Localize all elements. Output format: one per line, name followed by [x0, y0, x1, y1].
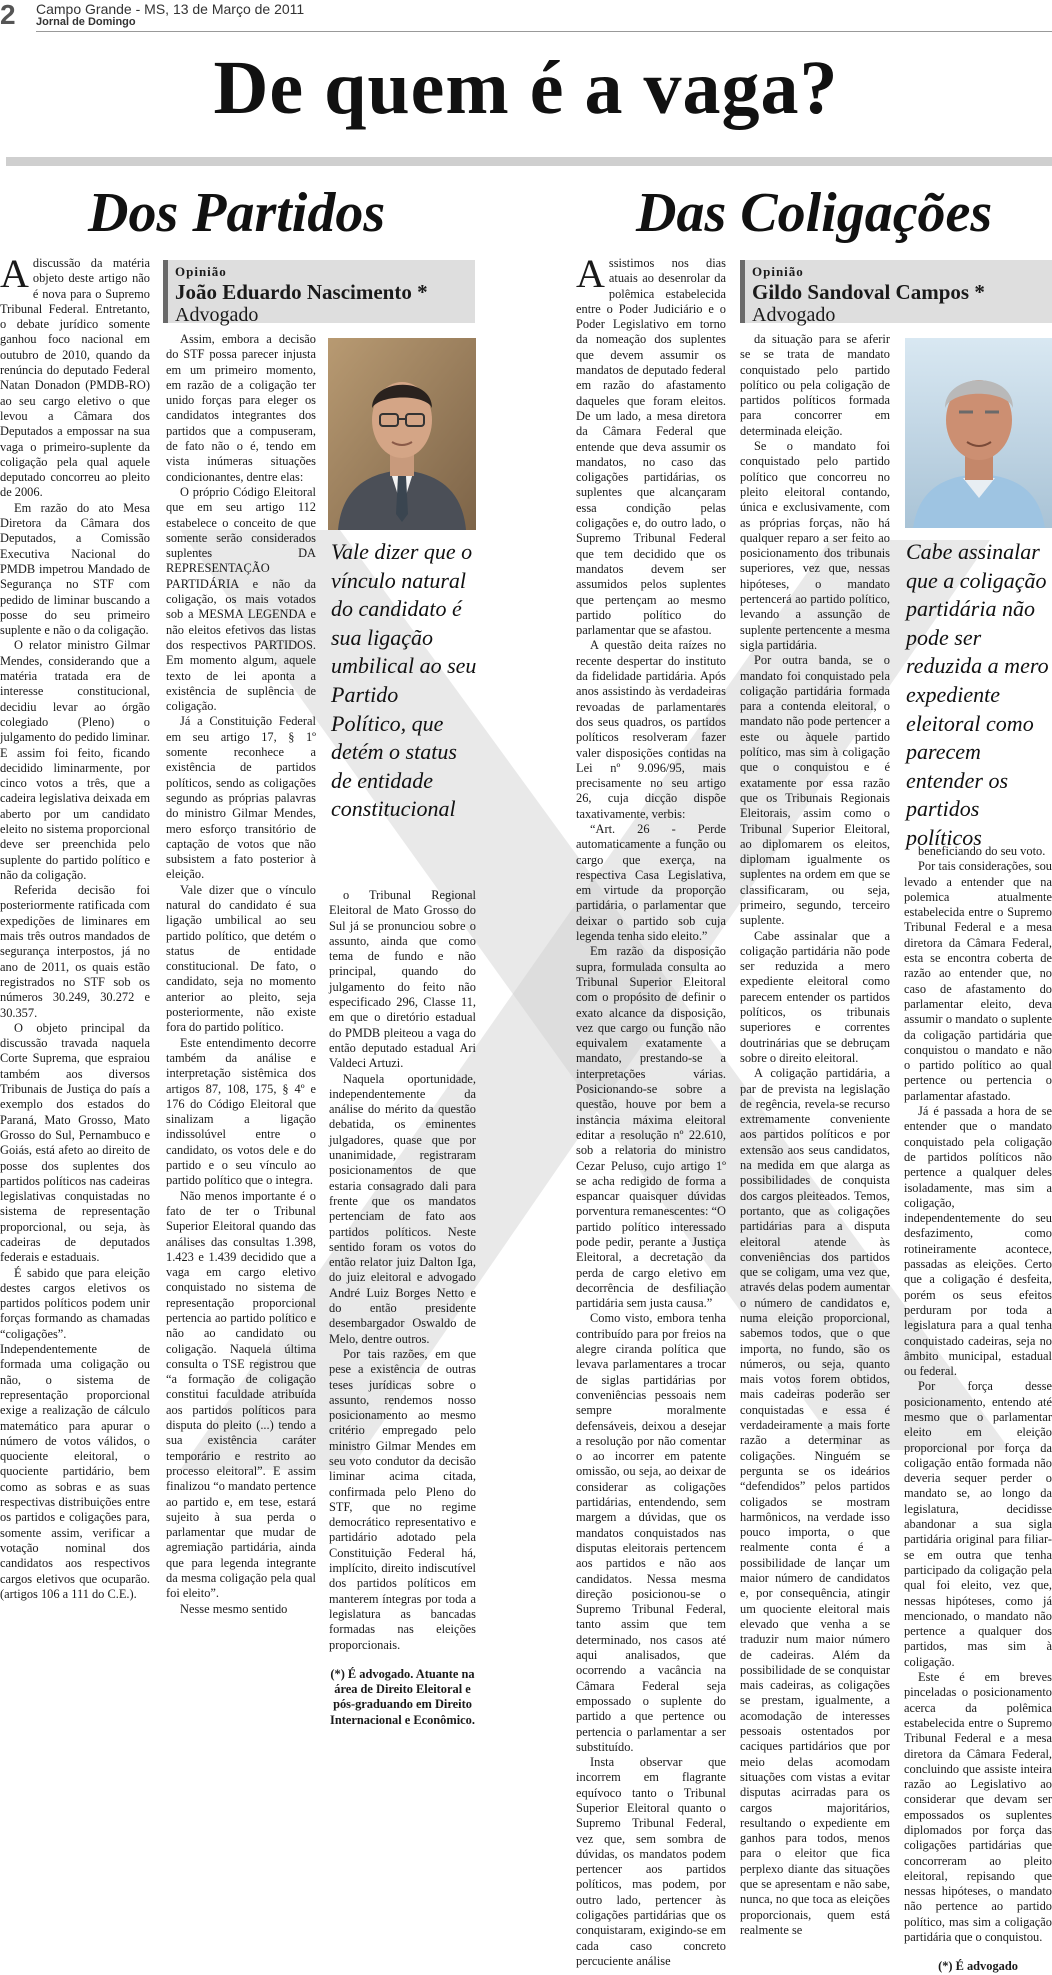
paragraph: Naquela oportunidade, independentemente da análise do mérito da questão debatida, os eminentes julgadores, quase que por unanimidade, registraram posicionamentos de que estaria consagrado dali para frente que os mandatos pertenciam de fato aos partidos políticos. Neste sentido foram os votos do então relator juiz Dalton Iga, do juiz eleitoral e advogado André Luiz Borges Netto e do então presidente desembargador Oswaldo de Melo, dentre outros. — [329, 1071, 476, 1346]
headline-divider — [6, 157, 1052, 166]
paragraph-text: ssistimos nos dias atuais ao desenrolar da polêmica estabelecida entre o Poder Judiciário e o Poder Legislativo em torno da nomeação dos suplentes que devem assumir os mandatos de deputado federal em razão do afastamento daqueles que foram eleitos. De um lado, a mesa diretora da Câmara Federal que entende que deva assumir os mandatos, no caso das coligações partidárias, os suplentes que alcançaram essa condição pelas coligações e, do outro lado, o Supremo Tribunal Federal que tem decidido que os mandatos devem ser assumidos pelos suplentes que pertençam ao mesmo partido político do parlamentar que se afastou. — [576, 256, 726, 638]
paragraph: Já é passada a hora de se entender que o mandato conquistado pela coligação de partidos políticos não pertence a qualquer deles isoladamente, mas sim a coligação, independentemente do seu desfazimento, como rotineiramente acontece, passadas as eleições. Certo que a coligação é desfeita, porém os seus efeitos perduram por toda a legislatura para a qual tenha conquistado cadeiras, seja no âmbito municipal, estadual ou federal. — [904, 1104, 1052, 1379]
paragraph: Nesse mesmo sentido — [180, 1601, 288, 1616]
dateline: Campo Grande - MS, 13 de Março de 2011 — [36, 1, 305, 17]
paragraph: “Art. 26 - Perde automaticamente a função ou cargo que exerça, na respectiva Casa Legislativa, em virtude da proporção partidária, o parlamentar que deixar o partido sob cuja legenda tenha sido eleito.” — [576, 821, 726, 944]
paragraph: O próprio Código Eleitoral que em seu artigo 112 estabelece o conceito de que somente serão considerados suplentes DA REPRESENTAÇÃO PARTIDÁRIA e não da coligação, os mais votados sob a MESMA LEGENDA e não eleitos efetivos das listas dos respectivos PARTIDOS. Em momento algum, aquele texto de lei aponta a existência de suplência de coligação. — [166, 484, 316, 714]
left-column-3 — [329, 888, 476, 1878]
right-column-3 — [904, 844, 1052, 1974]
paragraph: Vale dizer que o vínculo natural do candidato é sua ligação umbilical ao seu partido político, que detém o status de entidade constitucional. De fato, o candidato, seja no momento anterior ao pleito, seja posteriormente, não existe fora do partido político. — [166, 882, 316, 1035]
byline-kicker: Opinião — [752, 264, 804, 279]
author-photo-left — [328, 338, 476, 530]
paragraph: Em razão do ato Mesa Diretora da Câmara dos Deputados, a Comissão Executiva Nacional do PMDB impetrou Mandado de Segurança no STF com pedido de liminar buscando a posse do seu primeiro suplente e não o da coligação. — [0, 500, 150, 638]
header-rule — [36, 31, 1052, 32]
paragraph: É sabido que para eleição destes cargos eletivos os partidos políticos podem unir forças formando as chamadas “coligações”. Independentemente de formada uma coligação ou não, o sistema de representação proporcional exige a realização de cálculo matemático para apurar o número de votos válidos, o quociente eleitoral, o quociente partidário, bem como as sobras e as suas respectivas distribuições entre os partidos e coligações para, somente assim, verificar a votação nominal dos candidatos aos respectivos cargos eletivos que ocuparão. (artigos 106 a 111 do C.E.). — [0, 1265, 150, 1601]
portrait-icon — [328, 338, 476, 530]
paragraph: da situação para se aferir se se trata de mandato conquistado pelo partido político ou pela coligação de partidos políticos formada para concorrer em determinada eleição. — [740, 332, 890, 438]
paragraph: o Tribunal Regional Eleitoral de Mato Grosso do Sul já se pronunciou sobre o assunto, ainda que como tema de fundo e não principal, quando do julgamento do feito não especificado 296, Classe 11, em que o diretório estadual do PMDB pleiteou a vaga do então deputado estadual Ari Valdeci Artuzi. — [329, 888, 476, 1071]
paragraph: A coligação partidária, a par de prevista na legislação de regência, revela-se recurso extremamente conveniente aos partidos políticos e por extensão aos seus candidatos, na medida em que alarga as possibilidades de conquista dos cargos pleiteados. Temos, portanto, que as coligações partidárias para a disputa eleitoral atende às conveniências dos partidos que se coligam, uma vez que, através delas podem aumentar o número de candidatos e, numa eleição proporcional, sabemos todos, que o que importa, no fundo, são os números, ou seja, quanto mais votos forem obtidos, mais cadeiras poderão ser conquistadas e essa é verdadeiramente a mais forte razão a determinar as coligações. Ninguém se pergunta se os ideários “defendidos” pelos partidos coligados se mostram harmônicos, na verdade isso pouco importa, o que realmente conta é a possibilidade de lançar um maior número de candidatos e, por consequência, atingir um quociente eleitoral mais elevado que venha a se traduzir num maior número de cadeiras. Além da possibilidade de se conquistar mais cadeiras, as coligações se prestam, igualmente, a acomodação de interesses pessoais ostentados por caciques partidários que por meio delas acomodam situações com vistas a evitar disputas acirradas para os cargos majoritários, resultando o expediente em ganhos para todos, menos para o eleitor que fica perplexo diante das situações que se apresentam e não sabe, nunca, no que toca as eleições proporcionais, quem está realmente se — [740, 1066, 890, 1937]
paragraph: Não menos importante é o fato de ter o Tribunal Superior Eleitoral quando das análises das consultas 1.398, 1.423 e 1.439 decidido que a vaga em cargo eletivo conquistado no sistema de representação proporcional pertencia ao partido político e não ao candidato ou coligação. Naquela última consulta o TSE registrou que “a formação de coligação constitui faculdade atribuída aos partidos políticos para disputa do pleito (...) tendo a sua existência caráter temporário e restrito ao processo eleitoral”. E assim finalizou “o mandato pertence ao partido e, em tese, estará sujeito à sua perda o parlamentar que mudar de agremiação partidária, ainda que para legenda integrante da mesma coligação pela qual foi eleito”. — [166, 1188, 316, 1601]
paragraph: Por tais considerações, sou levado a entender que na polemica atualmente estabelecida entre o Supremo Tribunal Federal e a mesa diretora da Câmara Federal, esta se encontra coberta de razão ao entender que, no caso de afastamento do parlamentar eleito, deva assumir o mandato o suplente da coligação partidária que conquistou o mandato e não o partido político ao qual pertence ou pertencia o parlamentar afastado. — [904, 859, 1052, 1103]
page-headline: De quem é a vaga? — [213, 46, 839, 130]
left-column-2 — [166, 332, 316, 1878]
paragraph: Este entendimento decorre também da análise e interpretação sistêmica dos artigos 87, 108, 175, § 4º e 176 do Código Eleitoral que sinalizam a ligação indissolúvel entre o candidato, os votos dele e do partido e o seu vínculo ao partido político que o integra. — [166, 1035, 316, 1188]
paragraph: Insta observar que incorrem em flagrante equívoco tanto o Tribunal Superior Eleitoral quanto o Supremo Tribunal Federal, vez que, sem sombra de dúvidas, os mandatos podem pertencer aos partidos políticos, mas podem, por outro lado, pertencer às coligações partidárias que os conquistaram, exigindo-se em cada caso concreto percuciente análise — [576, 1755, 726, 1968]
paragraph: Por outra banda, se o mandato foi conquistado pela coligação partidária formada para a contenda eleitoral, o mandato não pode pertencer a este ou àquele partido político, mas sim à coligação que o conquistou e é exatamente por essa razão que os Tribunais Regionais Eleitorais, assim como o Tribunal Superior Eleitoral, ao diplomarem os eleitos, diplomam igualmente os suplentes na ordem em que se classificaram, ou seja, primeiro, segundo, terceiro suplente. — [740, 653, 890, 928]
author-footnote: (*) É advogado. Atuante na área de Direito Eleitoral e pós-graduando em Direito Internacional e Econômico. — [330, 1666, 475, 1727]
newspaper-name: Jornal de Domingo — [36, 16, 136, 28]
paragraph: Por força desse posicionamento, entendo até mesmo que o parlamentar eleito em eleição proporcional por força da coligação então formada não deveria sequer perder o mandato se, ao longo da legislatura, decidisse abandonar a sua sigla partidária original para filiar-se em outra que tenha participado da coligação pela qual foi eleito, vez que, nessas hipóteses, como já mencionado, o mandato não pertence a qualquer dos partidos, mas sim à coligação. — [904, 1379, 1052, 1669]
drop-cap: A — [576, 251, 605, 296]
byline-left — [163, 260, 475, 326]
paragraph: Este é em breves pinceladas o posicionamento acerca da polêmica estabelecida entre o Supremo Tribunal Federal e a mesa diretora da Câmara Federal, concluindo que assiste inteira razão ao Legislativo ao considerar que devam ser empossados os suplentes diplomados por força das coligações partidárias que concorreram ao pleito eleitoral, repisando que nessas hipóteses, o mandato não pertence ao partido político, mas sim a coligação partidária que o conquistou. — [904, 1670, 1052, 1945]
byline-accent — [163, 260, 168, 323]
paragraph: Se o mandato foi conquistado pelo partido político que concorreu no pleito eleitoral contando, única e exclusivamente, com as próprias forças, não há qualquer reparo a ser feito ao posicionamento dos tribunais superiores, vez que, nessas hipóteses, o mandato pertencerá ao partido político, levando a assunção de suplente pertencente a mesma sigla partidária. — [740, 439, 890, 652]
page-number: 2 — [0, 0, 16, 30]
left-column-1 — [0, 251, 150, 1876]
right-column-2 — [740, 332, 890, 1937]
byline-right — [740, 260, 1052, 326]
section-title-right: Das Coligações — [636, 182, 993, 244]
paragraph: O relator ministro Gilmar Mendes, considerando que a matéria tratada era de interesse constitucional, decidiu levar ao órgão colegiado (Pleno) o julgamento do pedido liminar. E assim foi feito, ficando decidido liminarmente, por cinco votos a três, que a cadeira legislativa deixada em aberto por um candidato eleito no sistema proporcional deve ser preenchida pelo suplente do partido político e não da coligação. — [0, 638, 150, 882]
pullquote-right: Cabe assinalar que a coligação partidária não pode ser reduzida a mero expediente eleitoral como parecem entender os partidos políticos — [906, 539, 1049, 850]
paragraph: Referida decisão foi posteriormente ratificada com expedições de liminares em mais três outros mandados de segurança interpostos, já no ano de 2011, os quais estão registrados no STF sob os números 30.249, 30.272 e 30.357. — [0, 883, 150, 1020]
author-photo-right — [905, 338, 1052, 528]
right-column-1 — [576, 251, 726, 1968]
drop-cap: A — [0, 251, 29, 296]
paragraph — [0, 251, 150, 501]
paragraph-text: discussão da matéria objeto deste artigo não é nova para o Supremo Tribunal Federal. Entretanto, o debate jurídico somente ganhou foco nacional em outubro de 2010, quando da renúncia do deputado Federal Natan Donadon (PMDB-RO) ao seu cargo eletivo o que levou a Câmara dos Deputados a empossar na sua vaga o primeiro-suplente da coligação pela qual aquele deputado concorreu ao pleito de 2006. — [0, 256, 150, 500]
byline-kicker: Opinião — [175, 264, 227, 279]
paragraph: O objeto principal da discussão travada naquela Corte Suprema, que espraiou também aos diversos Tribunais de Justiça do país a exemplo dos estados do Paraná, Mato Grosso, Mato Grosso do Sul, Pernambuco e Goiás, está afeto ao direito de posse dos suplentes dos partidos políticos nas cadeiras legislativas conquistadas no sistema de representação proporcional, ou seja, às cadeiras de deputados federais e estaduais. — [0, 1020, 150, 1265]
paragraph: Já a Constituição Federal em seu artigo 17, § 1º somente reconhece a existência de partidos políticos, sendo as coligações segundo as próprias palavras do ministro Gilmar Mendes, mero esforço transitório de captação de votos que não subsistem a fato posterior à eleição. — [166, 714, 316, 882]
author-name: João Eduardo Nascimento * — [175, 280, 428, 304]
paragraph: beneficiando do seu voto. — [918, 844, 1046, 858]
author-role: Advogado — [175, 304, 259, 326]
paragraph: Por tais razões, em que pese a existência de outras teses jurídicas sobre o assunto, rendemos nosso posicionamento ao mesmo critério empregado pelo ministro Gilmar Mendes em seu voto condutor da decisão liminar acima citada, confirmada pelo Pleno do STF, que no regime democrático representativo e partidário adotado pela Constituição Federal há, implícito, direito indiscutível dos partidos políticos em manterem íntegras por toda a legislatura as bancadas formadas nas eleições proporcionais. — [329, 1346, 476, 1652]
byline-accent — [740, 260, 745, 323]
paragraph: Cabe assinalar que a coligação partidária não pode ser reduzida a mero expediente eleitoral como parecem entender os partidos políticos, os tribunais superiores e correntes doutrinárias que se debruçam sobre o direito eleitoral. — [740, 928, 890, 1065]
paragraph: Em razão da disposição supra, formulada consulta ao Tribunal Superior Eleitoral com o propósito de definir o exato alcance da disposição, vez que cargo ou função não equivalem exatamente a mandato, prestando-se a interpretações várias. Posicionando-se sobre a questão, houve por bem a instância máxima eleitoral editar a resolução nº 22.610, sob a relatoria do ministro Cezar Peluso, cujo artigo 1º se acha redigido de forma a espancar quaisquer dúvidas porventura remanescentes: “O partido político interessado pode pedir, perante a Justiça Eleitoral, a decretação da perda de cargo eletivo em decorrência de desfiliação partidária sem justa causa.” — [576, 944, 726, 1311]
paragraph: Assim, embora a decisão do STF possa parecer injusta em um primeiro momento, em razão de a coligação ter unido forças para eleger os candidatos integrantes dos partidos que a compuseram, de fato não o é, tendo em vista inúmeras situações condicionantes, dentre elas: — [166, 332, 316, 484]
paragraph: Como visto, embora tenha contribuído para por freios na alegre ciranda política que levava parlamentares a trocar de siglas partidárias por conveniências pessoais nem sempre moralmente defensáveis, deixou a desejar a resolução por não comentar o ao incorrer em patente omissão, ou seja, ao deixar de considerar as coligações partidárias, entendendo, sem margem a dúvidas, que os mandatos conquistados nas disputas eleitorais pertencem aos partidos e não aos candidatos. Nessa mesma direção posicionou-se o Supremo Tribunal Federal, tanto assim que tem determinado, nos casos até aqui analisados, que ocorrendo a vacância na Câmara Federal seja empossado o suplente do partido a que pertence ou pertencia o parlamentar a ser substituído. — [576, 1311, 726, 1754]
author-footnote: (*) É advogado — [938, 1959, 1018, 1974]
paragraph — [576, 251, 726, 638]
author-name: Gildo Sandoval Campos * — [752, 280, 985, 304]
pullquote-left: Vale dizer que o vínculo natural do candidato é sua ligação umbilical ao seu Partido Político, que detém o status de entidade constitucional — [331, 539, 477, 822]
section-title-left: Dos Partidos — [88, 182, 386, 244]
portrait-icon — [905, 338, 1052, 528]
paragraph: A questão deita raízes no recente despertar do instituto da fidelidade partidária. Após anos assistindo às verdadeiras revoadas de parlamentares dos seus quadros, os partidos políticos resolveram fazer valer disposições contidas na Lei nº 9.096/95, mais precisamente no seu artigo 26, cuja dicção dispõe taxativamente, verbis: — [576, 638, 726, 821]
author-role: Advogado — [752, 304, 836, 326]
